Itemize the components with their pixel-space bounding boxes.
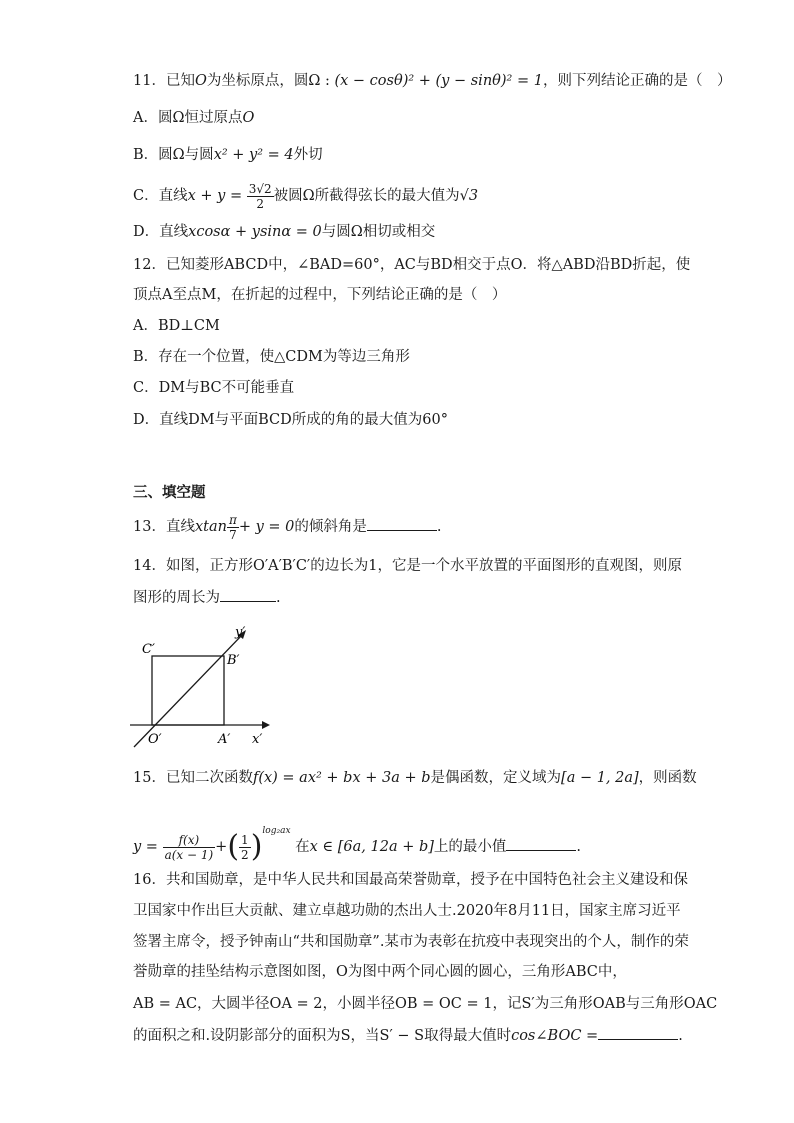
oblique-square-figure [130, 622, 280, 752]
q11-option-a: A．圆Ω恒过原点O [133, 110, 255, 126]
label-a-prime: A′ [218, 732, 231, 747]
fraction-one-half: $\frac{1}{2}$ [241, 832, 249, 862]
q15-line1: 15．已知二次函数f(x) = ax² + bx + 3a + b是偶函数，定义域为[a − 1, 2a]，则函数 [133, 770, 697, 786]
q15-line2: y = $\frac{f(x)}{a(x - 1)}$ +( $\frac{1}{2}$ )$^{log_2ax}$ 在x ∈ [6a, 12a + b]上的最小值 . [133, 826, 582, 864]
label-y-prime: y′ [235, 625, 246, 640]
q14-line1: 14．如图，正方形O′A′B′C′的边长为1，它是一个水平放置的平面图形的直观图，则原 [133, 558, 682, 574]
label-x-prime: x′ [252, 732, 263, 747]
q12-option-c: C．DM与BC不可能垂直 [133, 380, 295, 396]
label-c-prime: C′ [142, 642, 155, 657]
answer-blank-16[interactable] [598, 1025, 678, 1040]
answer-blank-13[interactable] [367, 516, 437, 531]
section-title: 三、填空题 [133, 485, 206, 501]
q12-option-b: B．存在一个位置，使△CDM为等边三角形 [133, 349, 410, 365]
q13: 13．直线xtan $\frac{\pi}{7}$ + y = 0的倾斜角是 . [133, 512, 442, 542]
label-o-prime: O′ [148, 732, 162, 747]
q11-option-c: C．直线x + y = $\frac{3√2}{2}$ 被圆Ω所截得弦长的最大值为√3 [133, 181, 479, 211]
x-axis-arrow [262, 721, 270, 729]
fraction-3root2-over-2: $\frac{3√2}{2}$ [248, 181, 272, 211]
q12-option-a: A．BD⊥CM [133, 318, 220, 334]
q16-line5: AB = AC，大圆半径OA = 2，小圆半径OB = OC = 1，记S′为三角形OAB与三角形OAC [133, 996, 718, 1012]
q16-line6: 的面积之和.设阴影部分的面积为S，当S′ − S取得最大值时cos∠BOC = . [133, 1025, 683, 1046]
q16-line2: 卫国家中作出巨大贡献、建立卓越功勋的杰出人士.2020年8月11日，国家主席习近平 [133, 903, 681, 919]
fraction-pi-over-7: $\frac{\pi}{7}$ [228, 512, 237, 542]
q16-line3: 签署主席令，授予钟南山“共和国勋章”.某市为表彰在抗疫中表现突出的个人，制作的荣 [133, 934, 689, 950]
fraction-fx-over-ax-1: $\frac{f(x)}{a(x - 1)}$ [164, 832, 214, 862]
q14-line2: 图形的周长为 . [133, 587, 281, 608]
circle-equation: (x − cosθ)² + (y − sinθ)² = 1 [334, 73, 543, 89]
q12-option-d: D．直线DM与平面BCD所成的角的最大值为60° [133, 412, 448, 428]
q11-option-d: D．直线xcosα + ysinα = 0与圆Ω相切或相交 [133, 224, 436, 240]
q12-stem-line2: 顶点A至点M，在折起的过程中，下列结论正确的是（ ） [133, 287, 507, 303]
answer-blank-15[interactable] [506, 836, 576, 851]
q12-stem-line1: 12．已知菱形ABCD中，∠BAD=60°，AC与BD相交于点O．将△ABD沿BD折起，使 [133, 257, 691, 273]
exponent-log: log₂ax [262, 826, 291, 836]
origin-var: O [194, 73, 207, 89]
answer-blank-14[interactable] [220, 587, 276, 602]
q16-line1: 16．共和国勋章，是中华人民共和国最高荣誉勋章，授予在中国特色社会主义建设和保 [133, 872, 688, 888]
q11-stem: 11．已知O为坐标原点，圆Ω : (x − cosθ)² + (y − sinθ)² = 1，则下列结论正确的是（ ） [133, 73, 732, 89]
q16-line4: 誉勋章的挂坠结构示意图如图，O为图中两个同心圆的圆心，三角形ABC中， [133, 964, 627, 980]
label-b-prime: B′ [227, 653, 240, 668]
q11-option-b: B．圆Ω与圆x² + y² = 4外切 [133, 147, 323, 163]
